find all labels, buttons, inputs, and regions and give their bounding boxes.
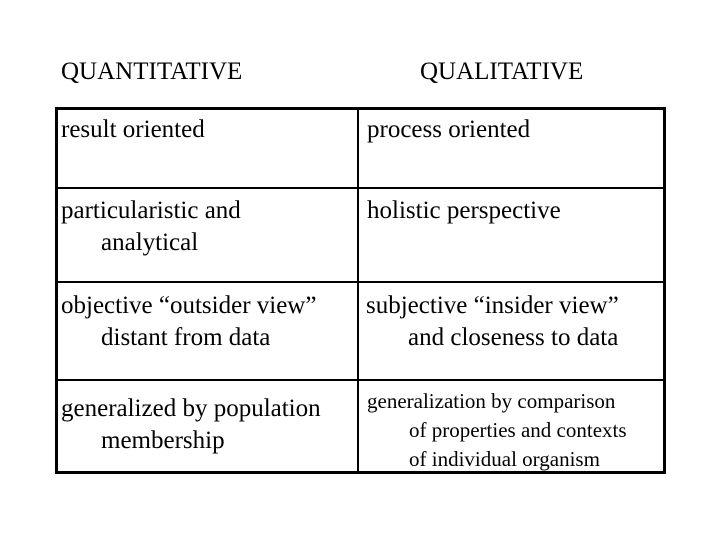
table-row-divider-1 — [55, 187, 666, 189]
cell-text: holistic perspective — [367, 197, 561, 224]
table-row-divider-3 — [55, 379, 666, 381]
cell-text-continued: analytical — [101, 229, 199, 256]
table-row-3-qualitative — [366, 290, 619, 354]
table-row-2-quantitative — [61, 195, 241, 259]
cell-text-continued: of individual organism — [409, 447, 600, 471]
cell-text-continued: and closeness to data — [408, 324, 619, 351]
header-qualitative: QUALITATIVE — [420, 58, 584, 85]
table-border-left — [55, 107, 58, 474]
table-border-top — [55, 107, 666, 110]
table-row-1-quantitative — [61, 114, 205, 146]
cell-text-continued: membership — [101, 427, 225, 454]
cell-text: generalization by comparison — [367, 389, 616, 413]
header-quantitative: QUANTITATIVE — [61, 58, 243, 85]
table-row-3-quantitative — [61, 290, 316, 354]
cell-text-continued: of properties and contexts — [409, 418, 627, 442]
table-row-1-qualitative — [367, 114, 530, 146]
table-row-4-quantitative — [61, 393, 321, 457]
cell-text-continued: distant from data — [101, 324, 271, 351]
table-border-right — [663, 107, 666, 474]
cell-text: generalized by population — [61, 395, 321, 422]
cell-text: result oriented — [61, 116, 205, 143]
cell-text: particularistic and — [61, 197, 241, 224]
cell-text: process oriented — [367, 116, 531, 143]
table-column-divider — [357, 107, 359, 474]
table-row-4-qualitative — [367, 387, 627, 474]
table-row-divider-2 — [55, 281, 666, 283]
cell-text: objective “outsider view” — [61, 292, 317, 319]
cell-text: subjective “insider view” — [366, 292, 619, 319]
table-row-2-qualitative — [367, 195, 561, 227]
